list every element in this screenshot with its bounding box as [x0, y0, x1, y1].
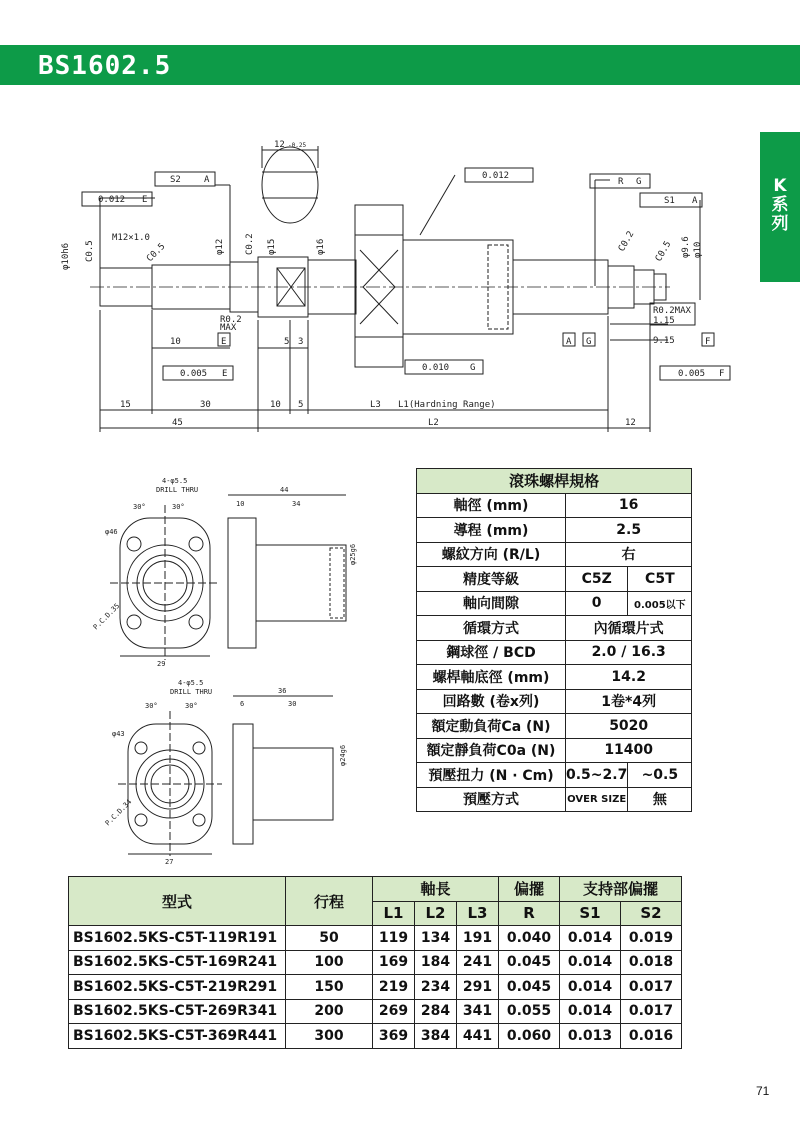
r02-b: MAX	[220, 323, 237, 333]
header-model: 型式	[69, 877, 286, 926]
spec-row: 螺桿軸底徑 (mm) 14.2	[417, 665, 692, 690]
frame-s2: S2	[170, 175, 181, 185]
nut1-w29: 29	[157, 660, 166, 668]
nut2-len30: 30	[288, 700, 297, 708]
dim-12: 12	[274, 140, 285, 150]
table-row: BS1602.5KS-C5T-269R341 200 269 284 341 0.055 0.014 0.017	[69, 999, 682, 1024]
nut-drawing-2	[0, 676, 410, 876]
frame-0012: 0.012	[98, 195, 126, 205]
nut1-len10: 10	[236, 500, 245, 508]
bdim-12: 12	[625, 418, 636, 428]
spec-row: 鋼球徑 / BCD 2.0 / 16.3	[417, 640, 692, 665]
box-g: G	[586, 337, 592, 347]
dim-5: 5	[284, 337, 290, 347]
page-number: 71	[756, 1084, 770, 1098]
perp-0010: 0.010	[422, 363, 450, 373]
nut2-drill: DRILL THRU	[170, 688, 213, 696]
nut2-w27: 27	[165, 858, 174, 866]
nut-drawing-1	[0, 470, 410, 670]
bdim-5: 5	[298, 400, 304, 410]
nut1-phi: φ46	[105, 528, 118, 536]
frame-g: G	[636, 177, 642, 187]
model-table	[68, 876, 682, 1049]
perp-0005b: 0.005	[678, 369, 706, 379]
spec-row: 回路數 (卷x列) 1卷*4列	[417, 689, 692, 714]
spec-row: 預壓方式 OVER SIZE 無	[417, 787, 692, 812]
c05c: C0.5	[653, 239, 674, 264]
perp-g: G	[470, 363, 476, 373]
header-l3: L3	[457, 901, 499, 926]
nut2-len36: 36	[278, 687, 287, 695]
dia-10: φ10	[693, 241, 703, 258]
spec-row: 精度等級 C5Z C5T	[417, 567, 692, 592]
dim-3: 3	[298, 337, 304, 347]
frame-r: R	[618, 177, 624, 187]
dia-96: φ9.6	[681, 236, 691, 258]
nut2-phi: φ43	[112, 730, 125, 738]
table-row: BS1602.5KS-C5T-369R441 300 369 384 441 0.060 0.013 0.016	[69, 1024, 682, 1049]
header-l2: L2	[415, 901, 457, 926]
perp-f: F	[719, 369, 725, 379]
frame-e: E	[142, 195, 148, 205]
nut1-len34: 34	[292, 500, 301, 508]
bdim-10: 10	[270, 400, 281, 410]
nut1-dia25: φ25g6	[349, 543, 357, 565]
dia-12: φ12	[215, 238, 225, 255]
spec-row: 螺紋方向 (R/L) 右	[417, 542, 692, 567]
box-f: F	[705, 337, 711, 347]
series-tab-char1: 系	[771, 195, 789, 215]
nut2-angle-b: 30°	[185, 702, 198, 710]
nut2-angle-a: 30°	[145, 702, 158, 710]
nut2-len6: 6	[240, 700, 245, 708]
frame-s1: S1	[664, 196, 675, 206]
nut1-angle-a: 30°	[133, 503, 146, 511]
bdim-l1: L1(Hardning Range)	[398, 400, 496, 410]
bdim-l3: L3	[370, 400, 381, 410]
dia-15: φ15	[267, 238, 277, 255]
header-support: 支持部偏擺	[560, 877, 682, 902]
spec-row: 導程 (mm) 2.5	[417, 518, 692, 543]
header-r: R	[499, 901, 560, 926]
spec-row: 額定靜負荷C0a (N) 11400	[417, 738, 692, 763]
header-l1: L1	[373, 901, 415, 926]
spec-table	[416, 468, 692, 812]
spec-row: 預壓扭力 (N · Cm) 0.5~2.7 ~0.5	[417, 763, 692, 788]
header-length: 軸長	[373, 877, 499, 902]
table-row: BS1602.5KS-C5T-219R291 150 219 234 291 0.045 0.014 0.017	[69, 975, 682, 1000]
d915: 9.15	[653, 336, 675, 346]
nut2-pcd: P.C.D.34	[103, 797, 134, 828]
table-row: BS1602.5KS-C5T-119R191 50 119 134 191 0.040 0.014 0.019	[69, 926, 682, 951]
header-runout: 偏擺	[499, 877, 560, 902]
spec-row: 軸徑 (mm) 16	[417, 493, 692, 518]
nut1-holes: 4-φ5.5	[162, 477, 188, 485]
c05: C0.5	[85, 240, 95, 262]
perp-0005: 0.005	[180, 369, 208, 379]
r02-a: R0.2	[220, 315, 242, 325]
shaft-drawing	[0, 0, 800, 440]
header-s2: S2	[621, 901, 682, 926]
dia-16: φ16	[316, 238, 326, 255]
perp-e: E	[222, 369, 228, 379]
r02max2: R0.2MAX	[653, 306, 691, 316]
c02: C0.2	[245, 233, 255, 255]
bdim-l2: L2	[428, 418, 439, 428]
frame-0012-a: 0.012	[482, 171, 510, 181]
header-stroke: 行程	[286, 877, 373, 926]
bdim-30: 30	[200, 400, 211, 410]
spec-row: 軸向間隙 0 0.005以下	[417, 591, 692, 616]
spec-row: 額定動負荷Ca (N) 5020	[417, 714, 692, 739]
box-e: E	[221, 337, 227, 347]
series-tab-letter: K	[773, 176, 787, 196]
nut1-pcd: P.C.D.35	[91, 601, 122, 632]
frame-a2: A	[692, 196, 698, 206]
page-title: BS1602.5	[38, 51, 172, 81]
c05b: C0.5	[145, 241, 168, 265]
nut1-len44: 44	[280, 486, 289, 494]
series-tab-char2: 列	[771, 214, 789, 234]
table-row: BS1602.5KS-C5T-169R241 100 169 184 241 0.045 0.014 0.018	[69, 950, 682, 975]
spec-title: 滾珠螺桿規格	[417, 469, 692, 494]
nut1-drill: DRILL THRU	[156, 486, 199, 494]
label-m12: M12×1.0	[112, 233, 150, 243]
dia-10h6: φ10h6	[61, 242, 71, 270]
bdim-15: 15	[120, 400, 131, 410]
nut2-holes: 4-φ5.5	[178, 679, 204, 687]
dim-10: 10	[170, 337, 181, 347]
c02b: C0.2	[616, 229, 637, 254]
dim-12-tol: -0.25	[288, 142, 307, 149]
spec-row: 循環方式 內循環片式	[417, 616, 692, 641]
frame-a: A	[204, 175, 210, 185]
nut2-dia24: φ24g6	[339, 744, 347, 766]
box-a: A	[566, 337, 572, 347]
nut1-angle-b: 30°	[172, 503, 185, 511]
d115: 1.15	[653, 316, 675, 326]
bdim-45: 45	[172, 418, 183, 428]
header-s1: S1	[560, 901, 621, 926]
